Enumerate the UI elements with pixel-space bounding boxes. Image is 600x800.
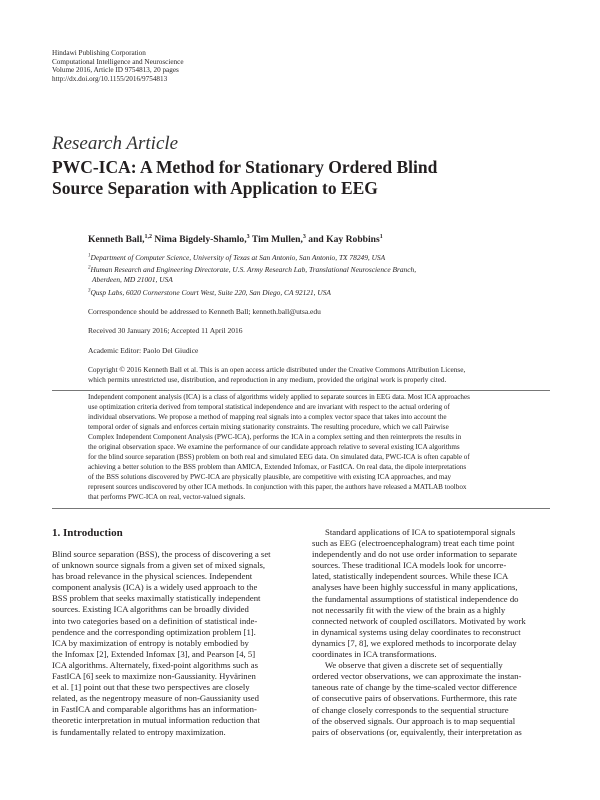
copyright-line: which permits unrestricted use, distribution, and reproduction in any medium, provided the original work is properly cited. bbox=[88, 375, 447, 385]
abstract-line: of the BSS solutions discovered by PWC-ICA are physically plausible, are competitive with existing ICA approaches, and may bbox=[88, 472, 452, 481]
body-line: in dynamical systems using delay coordinates to reconstruct bbox=[312, 626, 521, 637]
journal-publisher: Hindawi Publishing Corporation bbox=[52, 49, 146, 57]
abstract-bottom-rule bbox=[52, 508, 550, 509]
article-type: Research Article bbox=[52, 133, 179, 154]
body-column-left bbox=[52, 549, 292, 738]
abstract-line: represent sources undiscovered by other ICA methods. In conjunction with this paper, the authors have released a MATLAB toolbox bbox=[88, 482, 467, 491]
body-line: analyses have been highly successful in many applications, bbox=[312, 582, 518, 593]
body-line: ordered vector observations, we can approximate the instan- bbox=[312, 671, 522, 682]
author-affil-mark: 3 bbox=[302, 233, 306, 240]
affiliation-mark: 2 bbox=[88, 265, 91, 271]
affiliation-text: Human Research and Engineering Directorate, U.S. Army Research Lab, Translational Neuroscience Branch, bbox=[90, 265, 417, 274]
body-line: of the observed signals. Our approach is to map sequential bbox=[312, 715, 516, 726]
body-line: theoretic interpretation in mutual information reduction that bbox=[52, 715, 260, 726]
body-line: We observe that given a discrete set of sequentially bbox=[312, 660, 503, 671]
title-line: Source Separation with Application to EEG bbox=[52, 178, 378, 198]
body-line: not necessarily fit with the view of the brain as a highly bbox=[312, 604, 506, 615]
body-line: related, as the negentropy measure of non-Gaussianity used bbox=[52, 693, 259, 704]
author-name: Nima Bigdely-Shamlo, bbox=[152, 234, 247, 245]
affiliation-3 bbox=[88, 288, 331, 298]
body-line: coordinates in ICA transformations. bbox=[312, 649, 437, 660]
body-line: ICA algorithms. Alternately, fixed-point algorithms such as bbox=[52, 659, 258, 670]
journal-name: Computational Intelligence and Neuroscience bbox=[52, 57, 184, 66]
affiliation-text: Department of Computer Science, University of Texas at San Antonio, San Antonio, TX 78249, USA bbox=[90, 253, 386, 262]
author-name: Tim Mullen, bbox=[249, 234, 303, 245]
author-name: and Kay Robbins bbox=[305, 234, 380, 245]
body-line: independently and do not use order information to separate bbox=[312, 549, 518, 560]
body-line: pairs of observations (or, equivalently, their interpretation as bbox=[312, 726, 522, 737]
body-line: the Infomax [2], Extended Infomax [3], and Pearson [4, 5] bbox=[52, 648, 256, 659]
abstract-line: use optimization criteria derived from temporal statistical independence and are invariant with respect to the actual ordering of bbox=[88, 402, 450, 411]
affiliation-2 bbox=[88, 265, 416, 286]
body-line: lated, statistically independent sources. While these ICA bbox=[312, 571, 509, 582]
body-line: of change closely corresponds to the sequential structure bbox=[312, 704, 509, 715]
body-line: et al. [1] point out that these two perspectives are closely bbox=[52, 682, 250, 693]
body-line: ICA by maximization of entropy is notably embodied by bbox=[52, 637, 249, 648]
abstract-line: Independent component analysis (ICA) is a class of algorithms widely applied to separate sources in EEG data. Most ICA approaches bbox=[88, 393, 470, 401]
body-line: FastICA [6] seek to maximize non-Gaussianity. Hyvärinen bbox=[52, 671, 256, 682]
correspondence: Correspondence should be addressed to Kenneth Ball; kenneth.ball@utsa.edu bbox=[88, 307, 321, 316]
author-name: Kenneth Ball, bbox=[88, 234, 145, 245]
title-line: PWC-ICA: A Method for Stationary Ordered Blind bbox=[52, 157, 438, 177]
body-line: the fundamental assumptions of statistical independence do bbox=[312, 593, 519, 604]
body-line: such as EEG (electroencephalogram) treat each time point bbox=[312, 538, 515, 549]
body-line: sources. These traditional ICA models look for uncorre- bbox=[312, 560, 507, 571]
abstract-line: Complex Independent Component Analysis (PWC-ICA), performs the ICA in a complex setting and then reinterprets the results in bbox=[88, 432, 462, 441]
body-line: Standard applications of ICA to spatiotemporal signals bbox=[312, 527, 516, 537]
body-line: of consecutive pairs of observations. Furthermore, this rate bbox=[312, 693, 517, 704]
body-line: has broad relevance in the physical sciences. Independent bbox=[52, 571, 253, 582]
abstract-line: temporal order of signals and enforces certain mixing stationarity constraints. The resulting procedure, which we call Pairwise bbox=[88, 422, 449, 431]
abstract bbox=[88, 393, 553, 502]
affiliation-text: Qusp Labs, 6020 Cornerstone Court West, Suite 220, San Diego, CA 92121, USA bbox=[90, 288, 331, 297]
body-line: taneous rate of change by the time-scaled vector difference bbox=[312, 682, 517, 693]
affiliation-1 bbox=[88, 253, 385, 263]
academic-editor: Academic Editor: Paolo Del Giudice bbox=[88, 346, 199, 355]
body-column-right bbox=[312, 527, 552, 738]
abstract-line: the original observation space. We examine the performance of our candidate approach relative to several existing ICA algorithms bbox=[88, 442, 460, 451]
body-line: pendence and the corresponding optimization problem [1]. bbox=[52, 626, 256, 637]
author-affil-mark: 3 bbox=[246, 233, 250, 240]
received-dates: Received 30 January 2016; Accepted 11 April 2016 bbox=[88, 326, 243, 335]
abstract-line: achieving a better solution to the BSS problem than AMICA, Extended Infomax, or FastICA. On real data, the dipole interpretations bbox=[88, 462, 467, 471]
abstract-line: that performs PWC-ICA on real, vector-valued signals. bbox=[88, 492, 246, 501]
abstract-line: for the blind source separation (BSS) problem on both real and simulated EEG data. On simulated data, PWC-ICA is often capable of bbox=[88, 452, 470, 461]
copyright-notice bbox=[88, 365, 553, 386]
body-line: component analysis (ICA) is a widely used approach to the bbox=[52, 582, 258, 593]
journal-volume: Volume 2016, Article ID 9754813, 20 pages bbox=[52, 66, 179, 75]
section-heading-introduction: 1. Introduction bbox=[52, 527, 123, 539]
body-line: dynamics [7, 8], we explored methods to incorporate delay bbox=[312, 637, 517, 648]
affiliation-mark: 3 bbox=[88, 288, 91, 294]
body-line: BSS problem that seeks maximally statistically independent bbox=[52, 593, 261, 604]
author-list bbox=[88, 234, 383, 245]
body-line: sources. Existing ICA algorithms can be broadly divided bbox=[52, 604, 249, 615]
journal-header bbox=[52, 49, 184, 83]
body-line: into two categories based on a definition of statistical inde- bbox=[52, 615, 258, 626]
body-line: in FastICA and comparable algorithms has an information- bbox=[52, 704, 257, 715]
article-title bbox=[52, 157, 552, 199]
copyright-line: Copyright © 2016 Kenneth Ball et al. This is an open access article distributed under the Creative Commons Attribution License, bbox=[88, 365, 466, 374]
abstract-line: individual observations. We propose a method of mapping real signals into a complex vector space that takes into account the bbox=[88, 412, 447, 421]
body-line: is fundamentally related to entropy maximization. bbox=[52, 726, 226, 737]
author-affil-mark: 1 bbox=[379, 233, 383, 240]
journal-doi-link[interactable]: http://dx.doi.org/10.1155/2016/9754813 bbox=[52, 74, 168, 83]
body-line: connected network of coupled oscillators. Motivated by work bbox=[312, 615, 526, 626]
affiliation-mark: 1 bbox=[88, 253, 91, 259]
abstract-top-rule bbox=[52, 390, 550, 391]
body-line: Blind source separation (BSS), the process of discovering a set bbox=[52, 549, 271, 559]
affiliation-text: Aberdeen, MD 21001, USA bbox=[92, 275, 173, 285]
author-affil-mark: 1,2 bbox=[144, 233, 153, 240]
body-line: of unknown source signals from a given set of mixed signals, bbox=[52, 560, 266, 571]
